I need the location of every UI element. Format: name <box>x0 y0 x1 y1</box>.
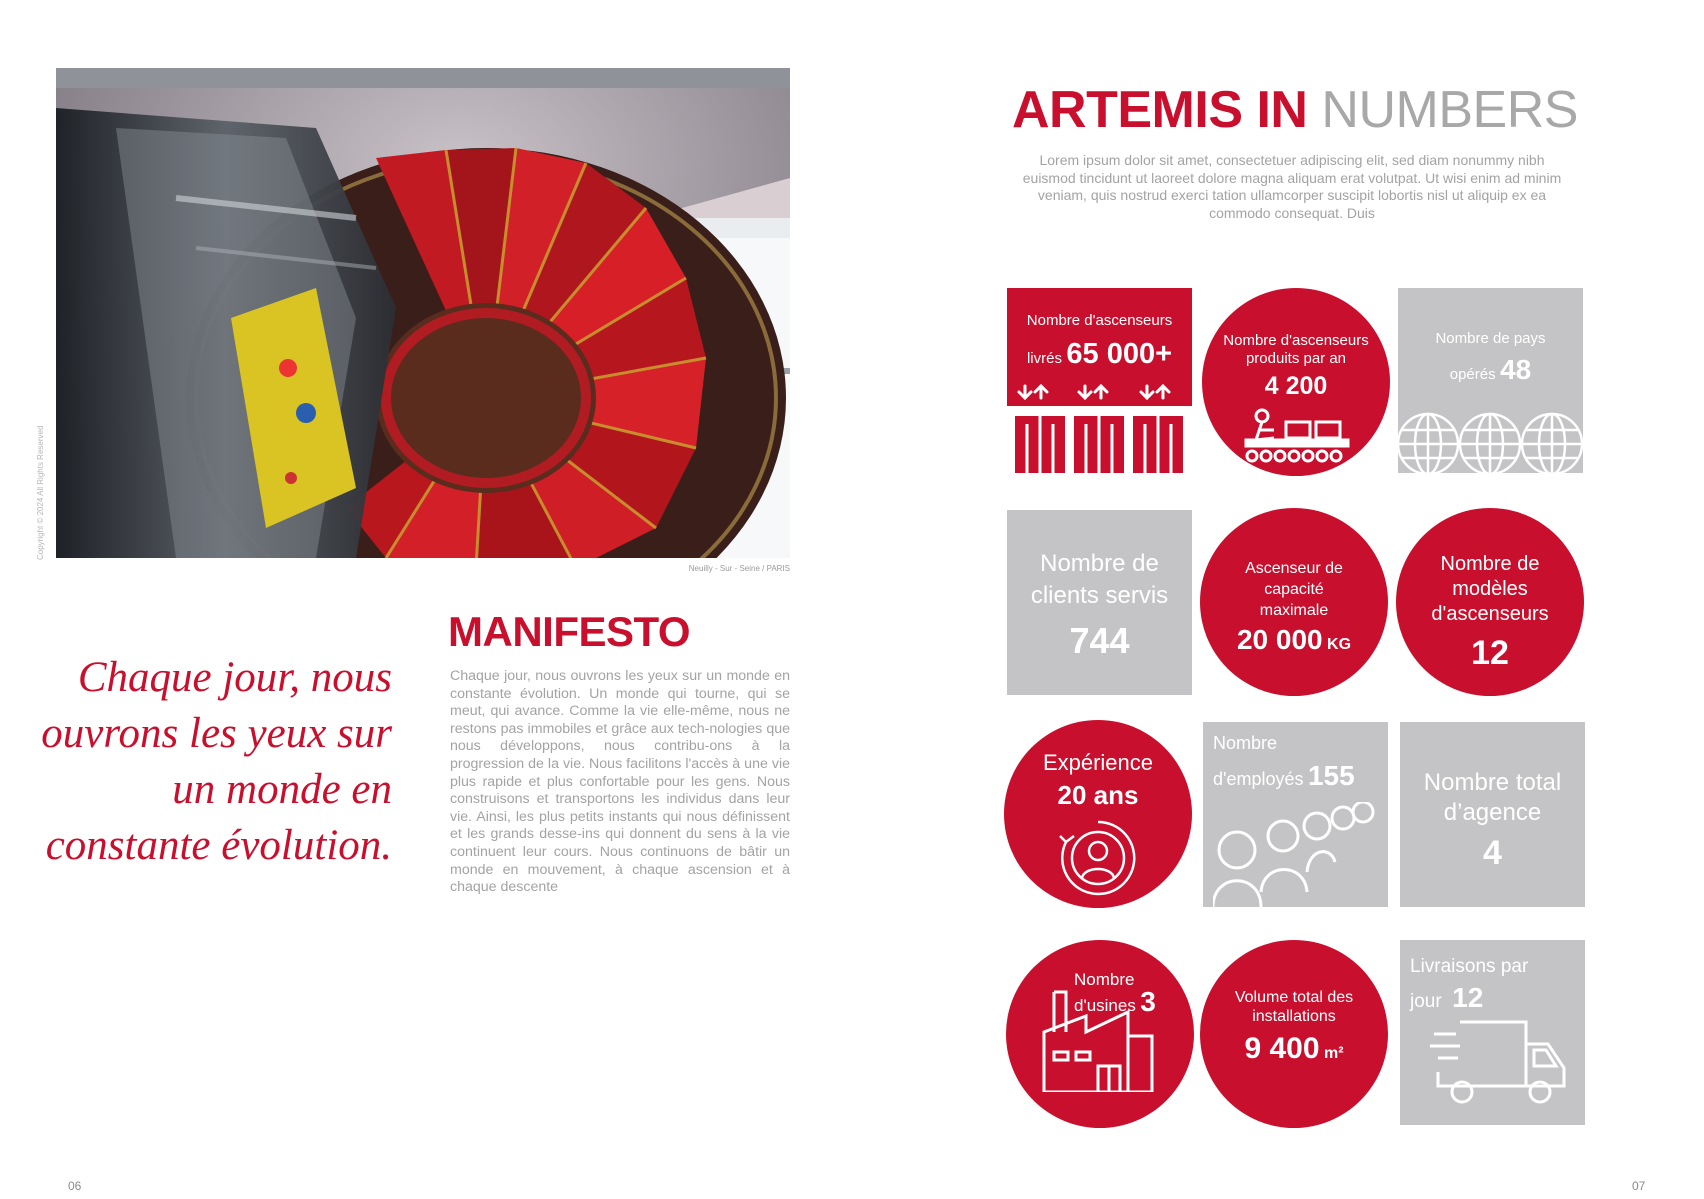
page-number-right: 07 <box>1632 1179 1646 1193</box>
stat-elevators-per-year: Nombre d'ascenseurs produits par an 4 200 <box>1202 288 1390 476</box>
photo-caption: Neuilly - Sur - Seine / PARIS <box>688 564 790 573</box>
intro-text: Lorem ipsum dolor sit amet, consectetuer adipiscing elit, sed diam nonummy nibh euismod tincidunt ut laoreet dolore magna aliquam erat volutpat. Ut wisi enim ad minim veniam, quis nostrud exerci tation ullamcorper suscipit lobortis nisl ut aliquip ex ea commodo consequat. Duis <box>1022 152 1562 221</box>
globe-icon <box>1398 404 1583 473</box>
stat-deliveries: Livraisons par jour 12 <box>1400 940 1585 1125</box>
delivery-truck-icon <box>1430 1018 1570 1108</box>
stat-max-capacity: Ascenseur de capacité maximale 20 000 KG <box>1200 508 1388 696</box>
stat-countries: Nombre de pays opérés 48 <box>1398 288 1583 473</box>
copyright-note: Copyright © 2024 All Rights Reserved <box>36 425 45 560</box>
conveyor-worker-icon <box>1240 408 1352 468</box>
factory-icon <box>1040 988 1156 1092</box>
stat-experience: Expérience 20 ans <box>1004 720 1192 908</box>
stat-installations-area: Volume total des installations 9 400 m² <box>1200 940 1388 1128</box>
elevator-doors-icon <box>1007 374 1192 473</box>
person-cycle-icon <box>1056 816 1140 900</box>
people-group-icon <box>1213 802 1383 907</box>
page-number-left: 06 <box>68 1179 82 1193</box>
manifesto-title: MANIFESTO <box>448 608 691 655</box>
manifesto-body: Chaque jour, nous ouvrons les yeux sur un monde en constante évolution. Un monde qui tourne, qui se meut, qui avance. Comme la vie elle-même, nous ne restons pas immobiles et grâce aux tech-nologies que nous développons, nous contribu-ons à la progression de la vie. Nous facilitons l'accès à une vie plus rapide et plus confortable pour les gens. Nous construisons et transportons les individus dans leur vie. Ainsi, les plus petits instants qui nous définissent et les grands desse-ins qui donnent du sens à la vie continuent leur cours. Nous continuons de bâtir un monde en mouvement, à chaque ascension et à chaque descente <box>450 668 790 896</box>
stat-clients: Nombre de clients servis 744 <box>1007 510 1192 695</box>
page-title: ARTEMIS IN NUMBERS <box>1012 81 1578 139</box>
staircase-photo <box>56 68 790 558</box>
stat-factories: Nombre d'usines 3 <box>1006 940 1194 1128</box>
manifesto-quote: Chaque jour, nous ouvrons les yeux sur un monde en constante évolution. <box>41 654 392 869</box>
stat-elevators-delivered: Nombre d'ascenseurs livrés 65 000+ <box>1007 288 1192 473</box>
stat-agencies: Nombre total d’agence 4 <box>1400 722 1585 907</box>
stat-employees: Nombre d'employés 155 <box>1203 722 1388 907</box>
stat-models: Nombre de modèles d'ascenseurs 12 <box>1396 508 1584 696</box>
